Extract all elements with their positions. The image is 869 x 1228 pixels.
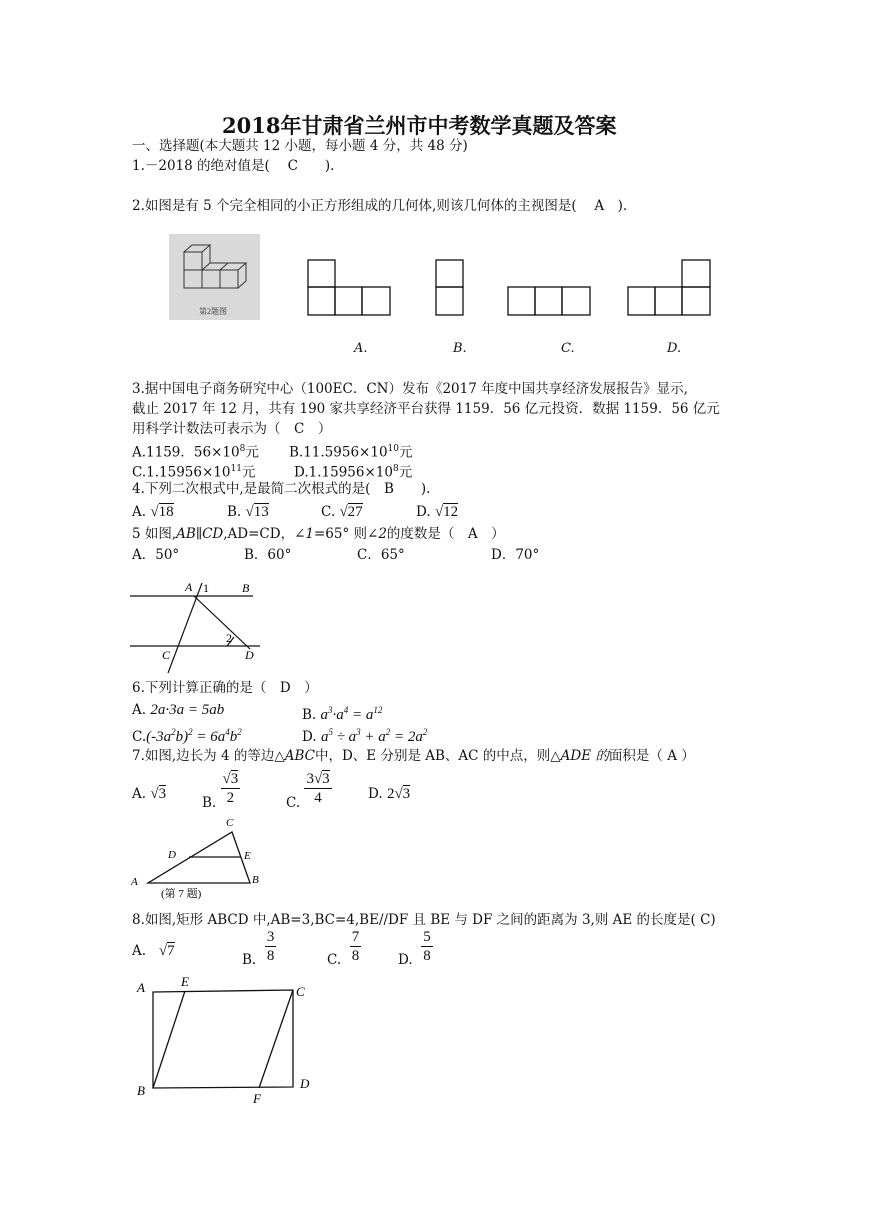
- svg-text:F: F: [253, 1091, 261, 1105]
- cube-solid-figure: [169, 234, 260, 320]
- q6-option-c: $C.(-3a^2b)^2 = 6a^4b^2$: [132, 727, 242, 745]
- q6-option-b: B. $a^3\cdot a^4 = a^{12}$: [302, 705, 383, 723]
- q2-option-b-label: B.: [453, 341, 467, 356]
- q8-option-d: D. $\frac{5}{8}$: [398, 929, 431, 968]
- q3-option-d: $D.1.15956\times 10^8$元: [294, 464, 413, 481]
- question-3-line1: 3.据中国电子商务研究中心（100EC．CN）发布《2017 年度中国共享经济发展报告》显示,: [132, 381, 688, 397]
- svg-text:A: A: [185, 580, 193, 594]
- q7-option-c: C. $\frac{3√3}{4}$: [286, 771, 330, 811]
- q8-figure: [132, 970, 322, 1105]
- q2-option-d-label: D.: [667, 341, 682, 356]
- page-title: 2018年甘肃省兰州市中考数学真题及答案: [222, 113, 617, 138]
- q6-option-d: D. $a^5 \div a^3 + a^2 = 2a^2$: [302, 727, 428, 745]
- svg-text:1: 1: [203, 581, 209, 595]
- svg-text:C: C: [226, 817, 234, 829]
- q3-option-a: A.1159．$56\times 10^8$元: [132, 444, 259, 461]
- question-7: 7.如图,边长为 4 的等边△ABC中，D、E 分别是 AB、AC 的中点，则△ADE 的面积是（ A ）: [132, 748, 695, 764]
- q5-option-a: A．50°: [132, 547, 180, 563]
- q5-figure: [128, 575, 268, 675]
- q4-option-a: A. √18: [132, 504, 174, 520]
- q4-option-b: B. √13: [227, 504, 269, 520]
- svg-text:E: E: [244, 850, 251, 862]
- question-3-line2: 截止 2017 年 12 月，共有 190 家共享经济平台获得 1159．56 亿元投资．数据 1159．56 亿元: [132, 401, 720, 417]
- svg-text:(第 7 题): (第 7 题): [161, 888, 202, 900]
- svg-text:D: D: [300, 1076, 310, 1091]
- q4-option-d: D. √12: [416, 504, 459, 520]
- q5-option-b: B．60°: [244, 547, 292, 563]
- q7-option-d: D. 2√3: [368, 786, 411, 802]
- svg-text:B: B: [137, 1083, 145, 1098]
- svg-text:E: E: [181, 974, 189, 989]
- svg-text:D: D: [245, 648, 254, 662]
- q7-option-a: A. √3: [132, 786, 167, 802]
- q2-photo: [169, 234, 260, 320]
- question-5: 5 如图,AB∥CD,AD=CD，∠1=65° 则∠2的度数是（ A ）: [132, 526, 505, 542]
- q5-option-c: C．65°: [357, 547, 405, 563]
- q5-option-d: D．70°: [491, 547, 540, 563]
- question-6: 6.下列计算正确的是（ D ）: [132, 680, 318, 696]
- question-2: 2.如图是有 5 个完全相同的小正方形组成的几何体,则该几何体的主视图是( A ).: [132, 198, 628, 214]
- svg-text:C: C: [162, 648, 171, 662]
- q8-option-b: B. $\frac{3}{8}$: [242, 929, 275, 968]
- question-8: 8.如图,矩形 ABCD 中,AB=3,BC=4,BE//DF 且 BE 与 DF 之间的距离为 3,则 AE 的长度是( C): [132, 912, 716, 928]
- q8-option-c: C. $\frac{7}{8}$: [327, 929, 360, 968]
- q7-figure: [128, 813, 268, 903]
- svg-text:B: B: [242, 581, 250, 595]
- question-3-line3: 用科学计数法可表示为（ C ）: [132, 421, 332, 437]
- svg-text:C: C: [296, 984, 305, 999]
- svg-text:B: B: [252, 874, 259, 886]
- svg-text:D: D: [168, 849, 176, 861]
- svg-text:2: 2: [226, 631, 232, 645]
- svg-text:A: A: [131, 876, 138, 888]
- q8-option-a: A. √7: [132, 943, 175, 959]
- svg-text:A: A: [137, 980, 145, 995]
- q3-option-c: $C.1.15956\times 10^{11}$元: [132, 464, 256, 481]
- q2-option-views: [300, 255, 720, 320]
- q7-option-b: B. $\frac{√3}{2}$: [202, 771, 239, 811]
- q3-option-b: $B.11.5956\times 10^{10}$元: [289, 444, 413, 461]
- q2-option-c-label: C.: [561, 341, 575, 356]
- q4-option-c: C. √27: [321, 504, 363, 520]
- question-4: 4.下列二次根式中,是最简二次根式的是( B ).: [132, 481, 431, 497]
- q6-option-a: A. 2a·3a = 5ab: [132, 702, 225, 718]
- q2-photo-caption: 第2题图: [199, 307, 227, 316]
- q2-option-a-label: A.: [354, 341, 368, 356]
- question-1: 1.－2018 的绝对值是( C ).: [132, 158, 335, 174]
- section-heading: 一、选择题(本大题共 12 小题，每小题 4 分，共 48 分): [132, 138, 468, 154]
